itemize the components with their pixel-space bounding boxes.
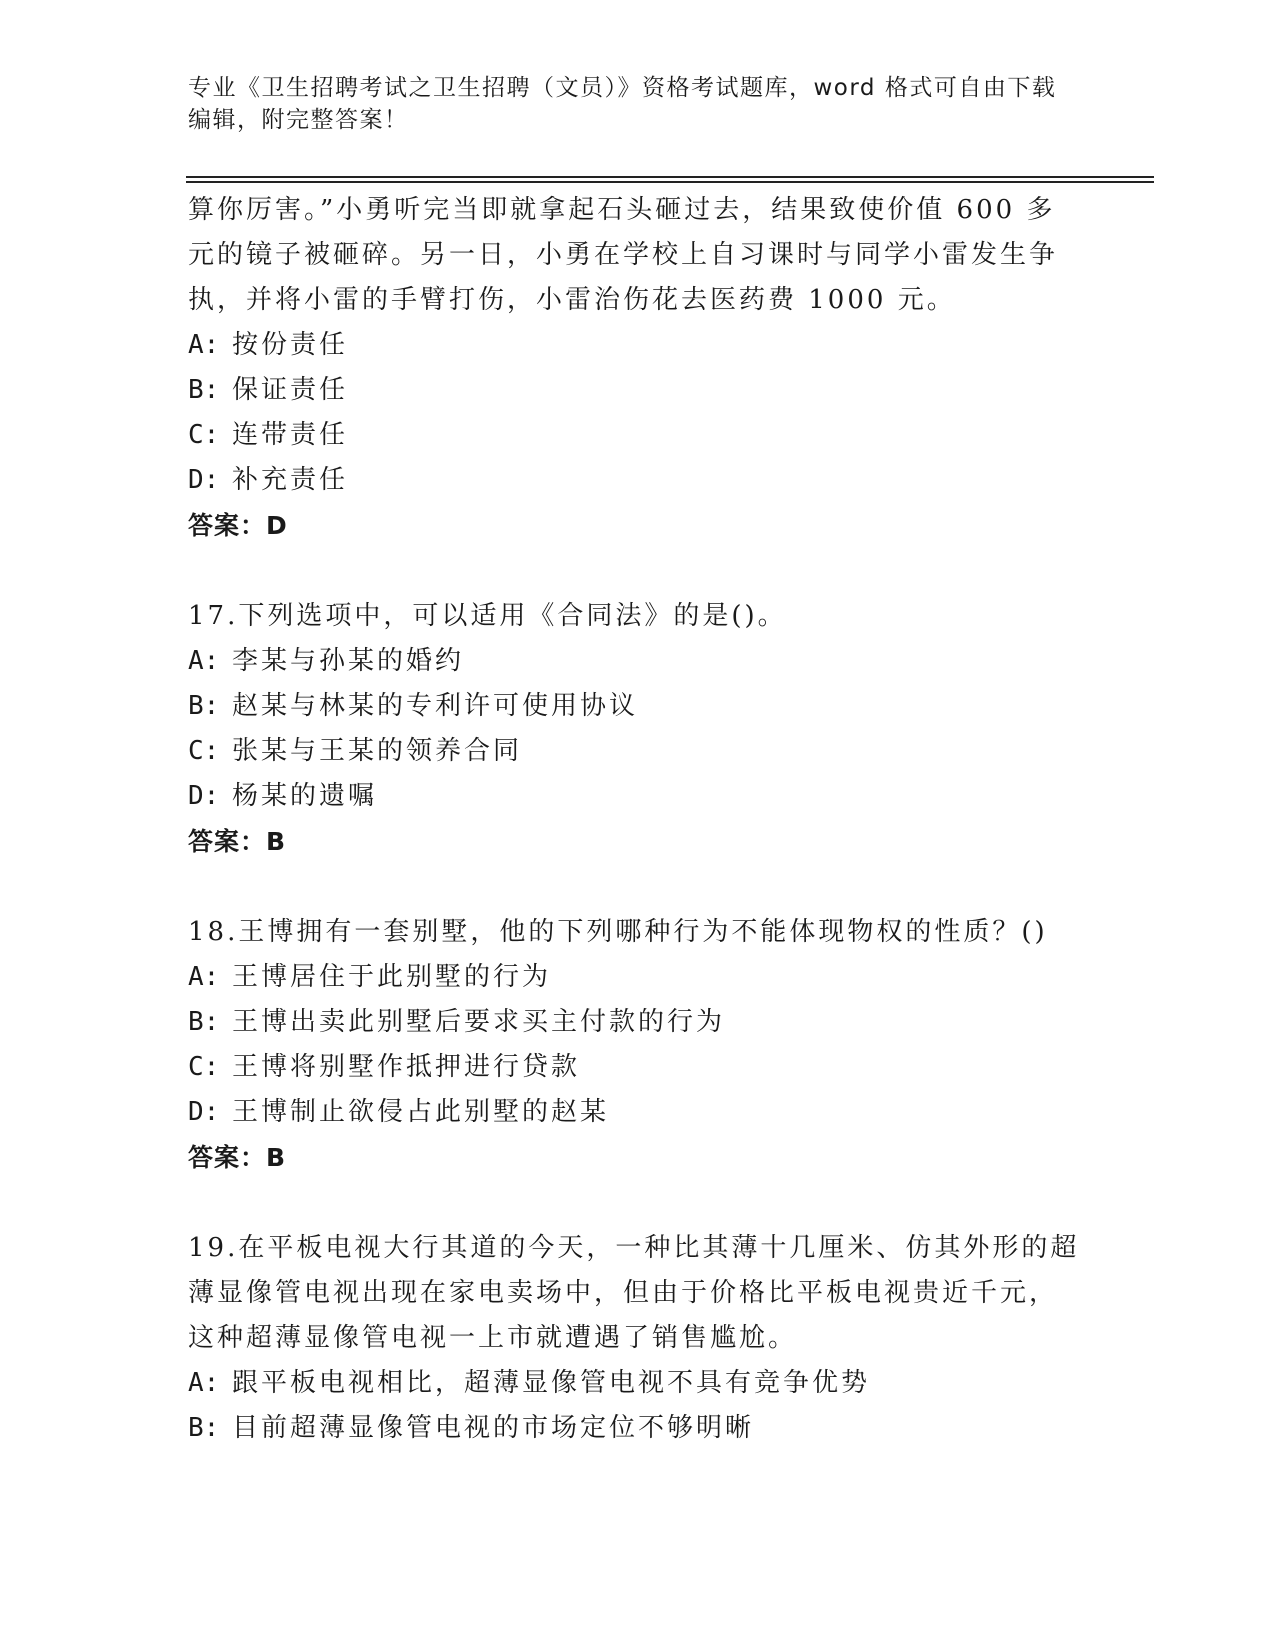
option-key: A: xyxy=(188,962,220,992)
option-key: B: xyxy=(188,1007,220,1037)
question-18-line-1: 18.王博拥有一套别墅，他的下列哪种行为不能体现物权的性质？() xyxy=(188,917,1048,947)
question-16-line-1: 算你厉害。”小勇听完当即就拿起石头砸过去，结果致使价值 600 多 xyxy=(188,195,1056,225)
option-text: 杨某的遗嘱 xyxy=(232,781,378,811)
question-18-option-c xyxy=(188,1045,1088,1090)
option-key: B: xyxy=(188,1413,220,1443)
option-key: A: xyxy=(188,646,220,676)
option-key: B: xyxy=(188,375,220,405)
option-key: C: xyxy=(188,736,220,766)
question-19-line-1: 19.在平板电视大行其道的今天，一种比其薄十几厘米、仿其外形的超 xyxy=(188,1233,1080,1263)
question-19-line-2: 薄显像管电视出现在家电卖场中，但由于价格比平板电视贵近千元， xyxy=(188,1278,1059,1308)
question-16-block xyxy=(188,188,1088,548)
question-16-option-a xyxy=(188,323,1088,368)
question-17-line-1: 17.下列选项中，可以适用《合同法》的是()。 xyxy=(188,601,787,631)
question-16-line-2: 元的镜子被砸碎。另一日，小勇在学校上自习课时与同学小雷发生争 xyxy=(188,240,1059,270)
option-text: 李某与孙某的婚约 xyxy=(232,646,465,676)
question-17-option-c xyxy=(188,729,1088,774)
question-16-line-3: 执，并将小雷的手臂打伤，小雷治伤花去医药费 1000 元。 xyxy=(188,285,956,315)
header-rule-bottom xyxy=(186,181,1154,183)
option-key: D: xyxy=(188,465,220,495)
header-line-2: 编辑，附完整答案！ xyxy=(188,107,409,133)
header-line-1: 专业《卫生招聘考试之卫生招聘（文员）》资格考试题库，word 格式可自由下载 xyxy=(188,75,1057,101)
option-key: D: xyxy=(188,1097,220,1127)
option-text: 王博出卖此别墅后要求买主付款的行为 xyxy=(232,1007,726,1037)
question-18-option-d xyxy=(188,1090,1088,1135)
option-text: 王博居住于此别墅的行为 xyxy=(232,962,552,992)
question-19-line-3: 这种超薄显像管电视一上市就遭遇了销售尴尬。 xyxy=(188,1323,798,1353)
page-header xyxy=(188,72,1068,136)
option-text: 张某与王某的领养合同 xyxy=(232,736,523,766)
question-18-option-a xyxy=(188,955,1088,1000)
option-text: 保证责任 xyxy=(232,375,349,405)
option-text: 赵某与林某的专利许可使用协议 xyxy=(232,691,639,721)
option-key: A: xyxy=(188,330,220,360)
question-16-option-b xyxy=(188,368,1088,413)
question-18-answer: 答案：B xyxy=(188,1143,287,1172)
question-16-answer: 答案：D xyxy=(188,511,288,540)
question-16-stem xyxy=(188,188,1088,323)
question-17-stem xyxy=(188,594,1088,639)
question-18-stem xyxy=(188,910,1088,955)
option-key: A: xyxy=(188,1368,220,1398)
spacer xyxy=(188,1180,1088,1226)
question-19-block xyxy=(188,1226,1088,1451)
question-18-block xyxy=(188,910,1088,1180)
option-text: 王博制止欲侵占此别墅的赵某 xyxy=(232,1097,610,1127)
question-19-stem xyxy=(188,1226,1088,1361)
question-16-option-c xyxy=(188,413,1088,458)
question-17-block xyxy=(188,594,1088,864)
question-18-option-b xyxy=(188,1000,1088,1045)
option-key: D: xyxy=(188,781,220,811)
option-key: B: xyxy=(188,691,220,721)
option-text: 补充责任 xyxy=(232,465,349,495)
question-17-option-a xyxy=(188,639,1088,684)
question-19-option-a xyxy=(188,1361,1088,1406)
option-text: 跟平板电视相比，超薄显像管电视不具有竞争优势 xyxy=(232,1368,871,1398)
spacer xyxy=(188,864,1088,910)
option-text: 连带责任 xyxy=(232,420,349,450)
option-text: 王博将别墅作抵押进行贷款 xyxy=(232,1052,581,1082)
option-text: 按份责任 xyxy=(232,330,349,360)
document-body xyxy=(188,188,1088,1451)
question-16-option-d xyxy=(188,458,1088,503)
question-17-answer: 答案：B xyxy=(188,827,287,856)
header-rule-top xyxy=(186,176,1154,178)
spacer xyxy=(188,548,1088,594)
option-key: C: xyxy=(188,1052,220,1082)
question-19-option-b xyxy=(188,1406,1088,1451)
option-text: 目前超薄显像管电视的市场定位不够明晰 xyxy=(232,1413,755,1443)
option-key: C: xyxy=(188,420,220,450)
question-17-option-d xyxy=(188,774,1088,819)
question-17-option-b xyxy=(188,684,1088,729)
